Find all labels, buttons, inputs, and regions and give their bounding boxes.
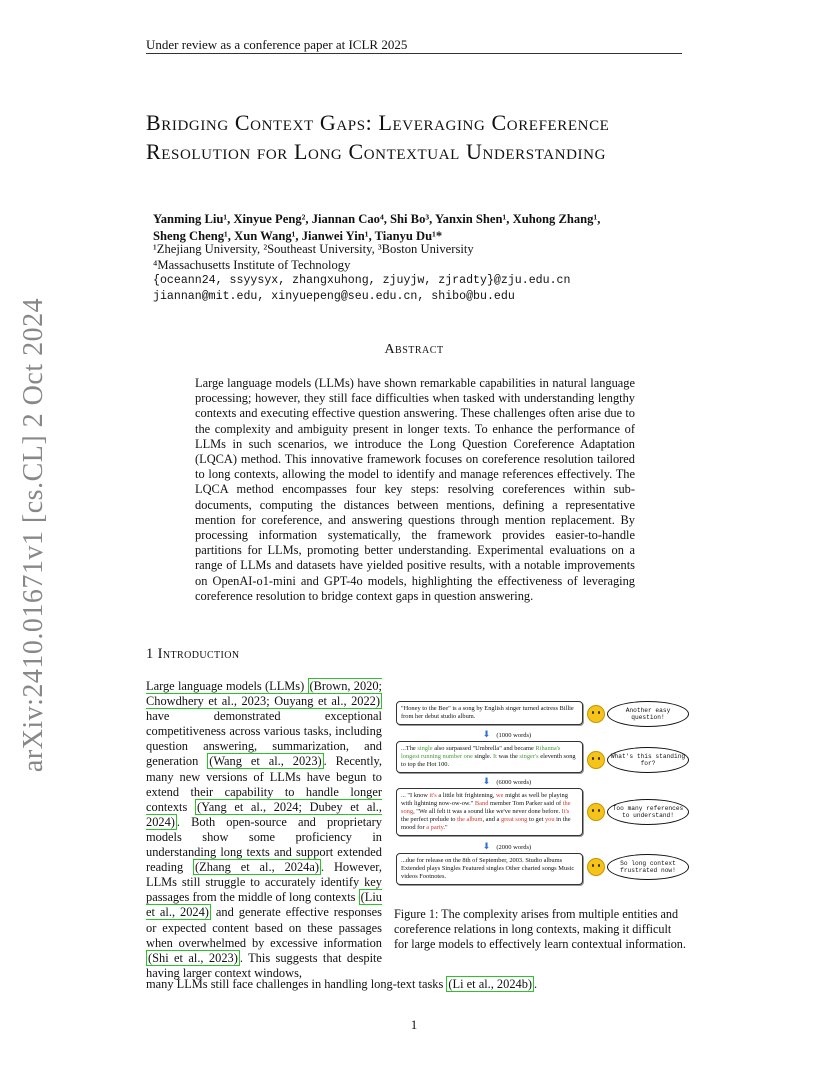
affiliation-line-2: ⁴Massachusetts Institute of Technology bbox=[153, 258, 351, 272]
thought-bubble-1: Another easy question! bbox=[607, 701, 689, 727]
gap-label-2: ⬇ (6000 words) bbox=[482, 776, 532, 786]
citation-link[interactable]: (Liu et al., 2024) bbox=[146, 890, 382, 920]
running-header: Under review as a conference paper at ICLR 2025 bbox=[146, 37, 408, 52]
thought-bubble-2: What's this standing for? bbox=[607, 747, 689, 773]
worried-face-icon bbox=[587, 803, 605, 821]
arrow-down-icon: ⬇ bbox=[482, 729, 491, 739]
arrow-down-icon: ⬇ bbox=[482, 776, 491, 786]
gap-label-3: ⬇ (2000 words) bbox=[482, 841, 532, 851]
intro-text: many LLMs still face challenges in handling long-text tasks bbox=[146, 977, 444, 991]
smiling-face-icon bbox=[587, 705, 605, 723]
page-number: 1 bbox=[410, 1017, 418, 1032]
intro-text: . This suggests that despite having larger context windows, bbox=[146, 950, 383, 980]
author-list bbox=[153, 211, 689, 245]
arrow-down-icon: ⬇ bbox=[482, 841, 491, 851]
intro-paragraph-continued bbox=[146, 977, 682, 992]
intro-text: . Recently, many new versions of LLMs have begun to extend their capability to handle longer contexts bbox=[146, 754, 382, 814]
citation-link[interactable]: (Li et al., 2024b) bbox=[448, 977, 533, 991]
thought-bubble-4: So long context frustrated now! bbox=[607, 854, 689, 880]
context-box-4: ...due for release on the 8th of September, 2003. Studio albums Extended plays Singles Featured singles Other charted songs Music videos Footnotes. bbox=[396, 853, 583, 885]
email-line-1: {oceann24, ssyysyx, zhangxuhong, zjuyjw, zjradty}@zju.edu.cn bbox=[153, 274, 571, 287]
arxiv-sidebar bbox=[14, 297, 54, 773]
arxiv-identifier: arXiv:2410.01671v1 [cs.CL] 2 Oct 2024 bbox=[18, 297, 49, 773]
authors-line-2: Sheng Cheng¹, Xun Wang¹, Jianwei Yin¹, Tianyu Du¹* bbox=[153, 229, 443, 243]
intro-text: . However, LLMs still struggle to accurately identify key passages from the middle of long contexts bbox=[146, 860, 382, 905]
authors-line-1: Yanming Liu¹, Xinyue Peng², Jiannan Cao⁴, Shi Bo³, Yanxin Shen¹, Xuhong Zhang¹, bbox=[153, 212, 601, 226]
figure-1 bbox=[392, 693, 692, 903]
context-box-2: ...The single also surpassed "Umbrella" and became Rihanna's longest running number one single. It was the singer's eleventh song to top the Hot 100. bbox=[396, 741, 583, 773]
gap-label-1: ⬇ (1000 words) bbox=[482, 729, 532, 739]
paper-title: Bridging Context Gaps: Leveraging Coreference Resolution for Long Contextual Understanding bbox=[146, 110, 610, 164]
intro-text: Large language models (LLMs) bbox=[146, 679, 305, 693]
email-line-2: jiannan@mit.edu, xinyuepeng@seu.edu.cn, shibo@bu.edu bbox=[153, 290, 515, 303]
abstract-heading: Abstract bbox=[384, 342, 444, 357]
confused-face-icon bbox=[587, 751, 605, 769]
thought-bubble-3: Too many references to understand! bbox=[607, 799, 689, 825]
context-box-3: ... "I know it's a little bit frightening, we might as well be playing with lightning now-ow-ow." Band member Tom Parker said of the song, "We all felt it was a sound like we've never done before. It's the perfect prelude to the album, and a great song to get you in the mood for a party." bbox=[396, 788, 583, 836]
citation-link[interactable]: (Shi et al., 2023) bbox=[148, 950, 238, 965]
header-rule bbox=[146, 53, 682, 54]
section-heading-introduction: 1 Introduction bbox=[146, 646, 240, 662]
intro-text: and generate effective responses or expected content based on these passages when overwhelmed by excessive information bbox=[146, 905, 382, 950]
context-box-1: "Honey to the Bee" is a song by English singer turned actress Billie from her debut studio album. bbox=[396, 701, 583, 725]
intro-text: have demonstrated exceptional competitiveness across various tasks, including question answering, summarization, and generation bbox=[146, 709, 382, 769]
emails bbox=[153, 273, 570, 305]
crying-face-icon bbox=[587, 858, 605, 876]
figure-caption: Figure 1: The complexity arises from multiple entities and coreference relations in long contexts, making it difficult for large models to effectively learn contextual information. bbox=[394, 907, 686, 952]
citation-link[interactable]: (Brown, 2020; Chowdhery et al., 2023; Ouyang et al., 2022) bbox=[146, 679, 382, 709]
citation-link[interactable]: (Yang et al., 2024; Dubey et al., 2024) bbox=[146, 799, 382, 829]
citation-link[interactable]: (Wang et al., 2023) bbox=[209, 754, 322, 769]
affiliations bbox=[153, 241, 689, 273]
intro-paragraph bbox=[146, 679, 382, 981]
affiliation-line-1: ¹Zhejiang University, ²Southeast University, ³Boston University bbox=[153, 242, 474, 256]
citation-link[interactable]: (Zhang et al., 2024a) bbox=[195, 860, 319, 875]
intro-text: . Both open-source and proprietary models show some proficiency in understanding long texts and support extended reading bbox=[146, 814, 382, 875]
abstract-text: Large language models (LLMs) have shown remarkable capabilities in natural language processing; however, they still face difficulties when tasked with understanding lengthy contexts and executing effective question answering. These challenges often arise due to the complexity and ambiguity present in longer texts. To enhance the performance of LLMs in such scenarios, we introduce the Long Question Coreference Adaptation (LQCA) method. This innovative framework focuses on coreference resolution tailored to long contexts, allowing the model to identify and manage references effectively. The LQCA method encompasses four key steps: resolving coreferences within sub-documents, computing the distances between mentions, defining a representative mention for coreference, and answering questions through mention replacement. By processing information systematically, the framework provides easier-to-handle partitions for LLMs, promoting better understanding. Experimental evaluations on a range of LLMs and datasets have yielded positive results, with a notable improvements on OpenAI-o1-mini and GPT-4o models, highlighting the effectiveness of leveraging coreference resolution to bridge context gaps in question answering. bbox=[195, 376, 635, 603]
intro-text: . bbox=[534, 977, 538, 991]
